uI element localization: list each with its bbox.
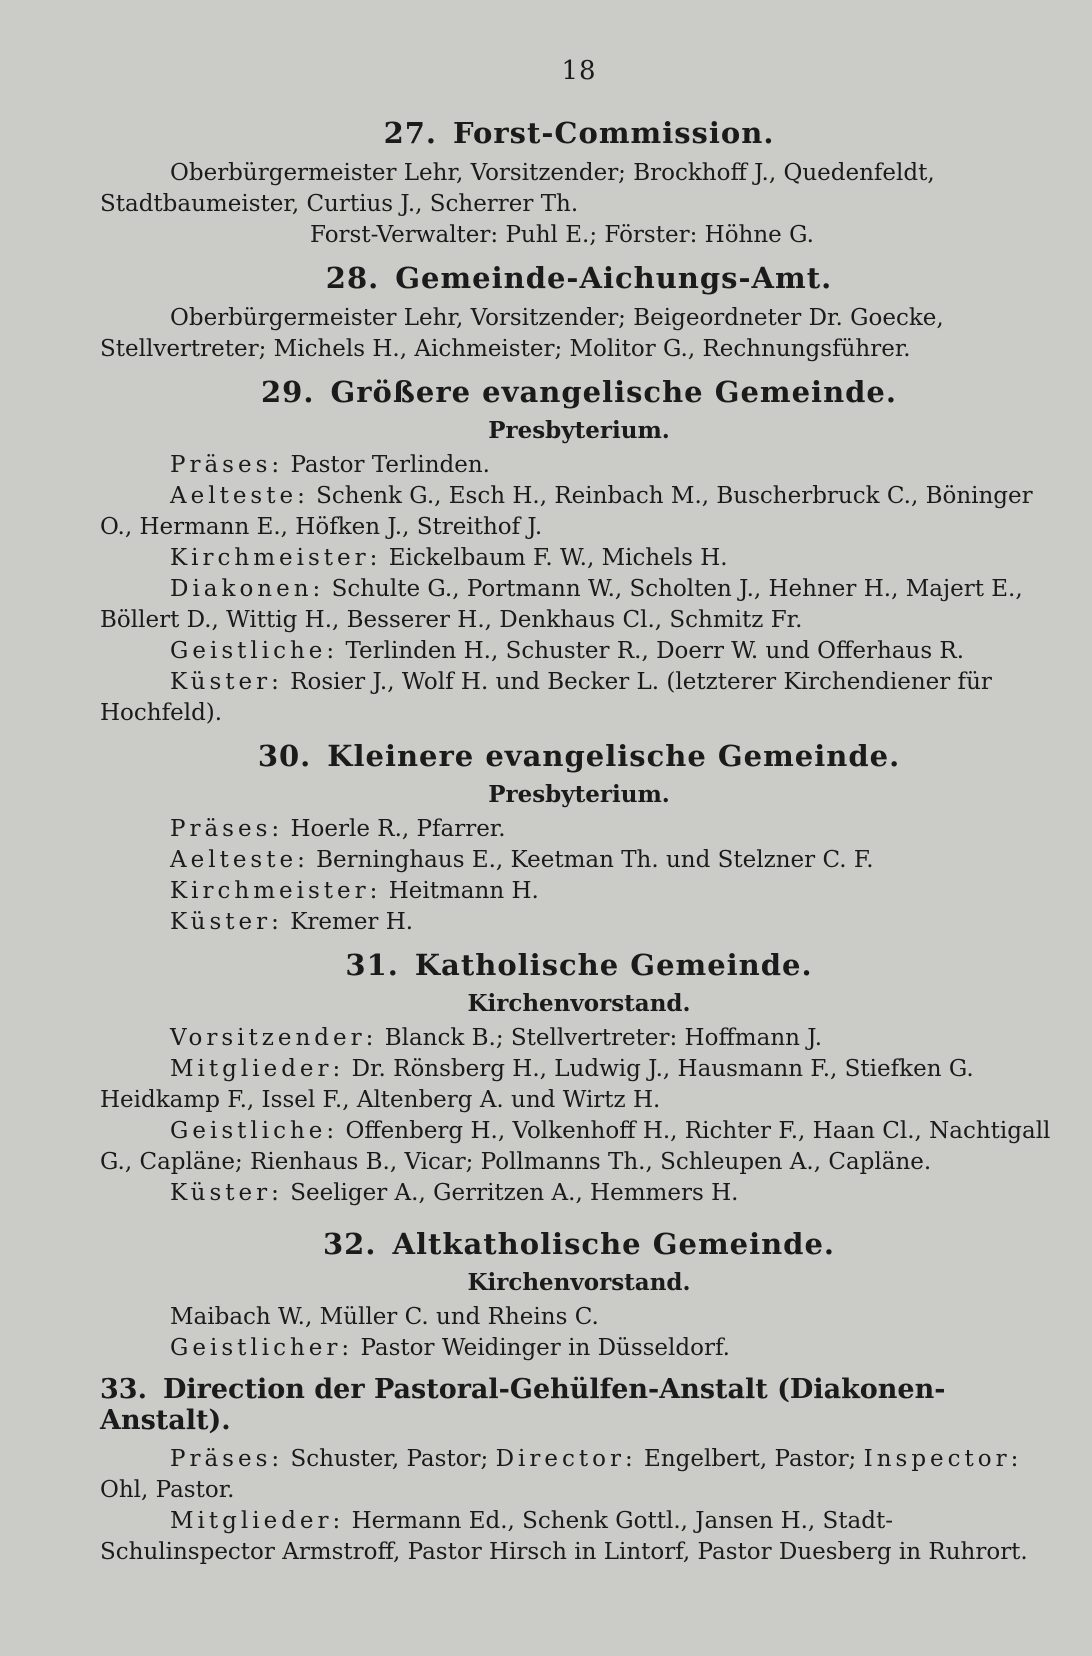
section-subtitle: Kirchenvorstand. <box>467 990 691 1017</box>
entry-mitglieder <box>100 1506 1058 1568</box>
section-subtitle: Presbyterium. <box>488 417 670 444</box>
section-27 <box>100 116 1058 251</box>
entry-praeses <box>100 450 1058 481</box>
section-number: 28. <box>325 261 380 295</box>
entry-value: Schenk G., Esch H., Reinbach M., Buscherbruck C., Böninger O., Hermann E., Höfken J., Streithof J. <box>100 483 1033 540</box>
section-title <box>100 375 1058 409</box>
entry-geistliche <box>100 1116 1058 1178</box>
section-title-text: Katholische Gemeinde. <box>414 948 813 982</box>
paragraph: Oberbürgermeister Lehr, Vorsitzender; Beigeordneter Dr. Goecke, Stellvertreter; Michels H., Aichmeister; Molitor G., Rechnungsführer. <box>100 305 944 362</box>
section-title-text: Kleinere evangelische Gemeinde. <box>327 739 901 773</box>
section-number: 29. <box>261 375 315 409</box>
section-title-text: Direction der Pastoral-Gehülfen-Anstalt (Diakonen-Anstalt). <box>100 1374 946 1436</box>
entry-label: Küster: <box>170 669 283 695</box>
section-title-text: Altkatholische Gemeinde. <box>392 1227 835 1261</box>
section-number: 27. <box>383 116 438 150</box>
entry-label: Küster: <box>170 909 283 935</box>
entry-label: Mitglieder: <box>170 1508 345 1534</box>
entry-value: Pastor Weidinger in Düsseldorf. <box>360 1335 730 1361</box>
entry-kuester <box>100 667 1058 729</box>
entry-label: Präses: <box>170 816 284 842</box>
entry-label: Präses: <box>170 452 284 478</box>
entry-kuester <box>100 907 1058 938</box>
section-33 <box>100 1374 1058 1568</box>
entry-value: Offenberg H., Volkenhoff H., Richter F., Haan Cl., Nachtigall G., Capläne; Rienhaus B., Vicar; Pollmanns Th., Schleupen A., Capläne. <box>100 1118 1051 1175</box>
section-title <box>100 739 1058 773</box>
entry-value: Pastor Terlinden. <box>290 452 490 478</box>
entry-label: Aelteste: <box>170 847 309 873</box>
entry-label: Vorsitzender: <box>170 1025 378 1051</box>
entry-kuester <box>100 1178 1058 1209</box>
entry-label: Kirchmeister: <box>170 878 382 904</box>
entry-geistlicher <box>100 1333 1058 1364</box>
section-number: 31. <box>345 948 399 982</box>
entry-label: Director: <box>495 1446 637 1472</box>
section-number: 33. <box>100 1374 147 1405</box>
section-title <box>100 116 1058 150</box>
entry-kirchmeister <box>100 876 1058 907</box>
entry-value: Dr. Rönsberg H., Ludwig J., Hausmann F., Stiefken G. Heidkamp F., Issel F., Altenberg A. und Wirtz H. <box>100 1056 974 1113</box>
entry-label: Geistliche: <box>170 638 339 664</box>
section-number: 30. <box>257 739 312 773</box>
section-subtitle: Kirchenvorstand. <box>467 1269 691 1296</box>
section-29 <box>100 375 1058 729</box>
entry-label: Geistlicher: <box>170 1335 354 1361</box>
entry-value: Schulte G., Portmann W., Scholten J., Hehner H., Majert E., Böllert D., Wittig H., Besserer H., Denkhaus Cl., Schmitz Fr. <box>100 576 1023 633</box>
entry-value: Blanck B.; Stellvertreter: Hoffmann J. <box>384 1025 823 1051</box>
section-title <box>100 261 1058 295</box>
section-title-text: Größere evangelische Gemeinde. <box>330 375 897 409</box>
entry-label: Inspector: <box>863 1446 1023 1472</box>
entry-value: Seeliger A., Gerritzen A., Hemmers H. <box>290 1180 739 1206</box>
entry-geistliche <box>100 636 1058 667</box>
section-title-text: Gemeinde-Aichungs-Amt. <box>395 261 833 295</box>
entry-praeses <box>100 1444 1058 1506</box>
entry-mitglieder <box>100 1054 1058 1116</box>
section-28 <box>100 261 1058 365</box>
section-30 <box>100 739 1058 938</box>
entry-label: Küster: <box>170 1180 283 1206</box>
section-31 <box>100 948 1058 1209</box>
entry-label: Mitglieder: <box>170 1056 345 1082</box>
entry-value: Engelbert, Pastor; <box>644 1446 857 1472</box>
entry-value: Kremer H. <box>290 909 414 935</box>
paragraph: Forst-Verwalter: Puhl E.; Förster: Höhne G. <box>310 222 814 248</box>
entry-value: Rosier J., Wolf H. und Becker L. (letzterer Kirchendiener für Hochfeld). <box>100 669 992 726</box>
entry-members: Maibach W., Müller C. und Rheins C. <box>170 1304 599 1330</box>
entry-aelteste <box>100 481 1058 543</box>
paragraph: Oberbürgermeister Lehr, Vorsitzender; Brockhoff J., Quedenfeldt, Stadtbaumeister, Curtius J., Scherrer Th. <box>100 160 935 217</box>
entry-aelteste <box>100 845 1058 876</box>
section-title <box>100 1227 1058 1261</box>
entry-value: Heitmann H. <box>388 878 539 904</box>
entry-vorsitzender <box>100 1023 1058 1054</box>
section-title <box>100 948 1058 982</box>
entry-label: Präses: <box>170 1446 284 1472</box>
page-number: 18 <box>561 56 597 86</box>
entry-value: Terlinden H., Schuster R., Doerr W. und Offerhaus R. <box>345 638 965 664</box>
entry-value: Berninghaus E., Keetman Th. und Stelzner C. F. <box>316 847 874 873</box>
entry-label: Kirchmeister: <box>170 545 382 571</box>
entry-value: Eickelbaum F. W., Michels H. <box>388 545 728 571</box>
entry-label: Diakonen: <box>170 576 325 602</box>
entry-value: Schuster, Pastor; <box>290 1446 489 1472</box>
entry-value: Ohl, Pastor. <box>100 1477 235 1503</box>
entry-praeses <box>100 814 1058 845</box>
entry-label: Geistliche: <box>170 1118 339 1144</box>
entry-label: Aelteste: <box>170 483 309 509</box>
section-title <box>100 1374 1058 1436</box>
section-subtitle: Presbyterium. <box>488 781 670 808</box>
section-32 <box>100 1227 1058 1364</box>
entry-value: Hoerle R., Pfarrer. <box>290 816 506 842</box>
section-title-text: Forst-Commission. <box>453 116 775 150</box>
entry-diakonen <box>100 574 1058 636</box>
entry-kirchmeister <box>100 543 1058 574</box>
section-number: 32. <box>323 1227 377 1261</box>
entry-value: Hermann Ed., Schenk Gottl., Jansen H., Stadt-Schulinspector Armstroff, Pastor Hirsch in Lintorf, Pastor Duesberg in Ruhrort. <box>100 1508 1028 1565</box>
